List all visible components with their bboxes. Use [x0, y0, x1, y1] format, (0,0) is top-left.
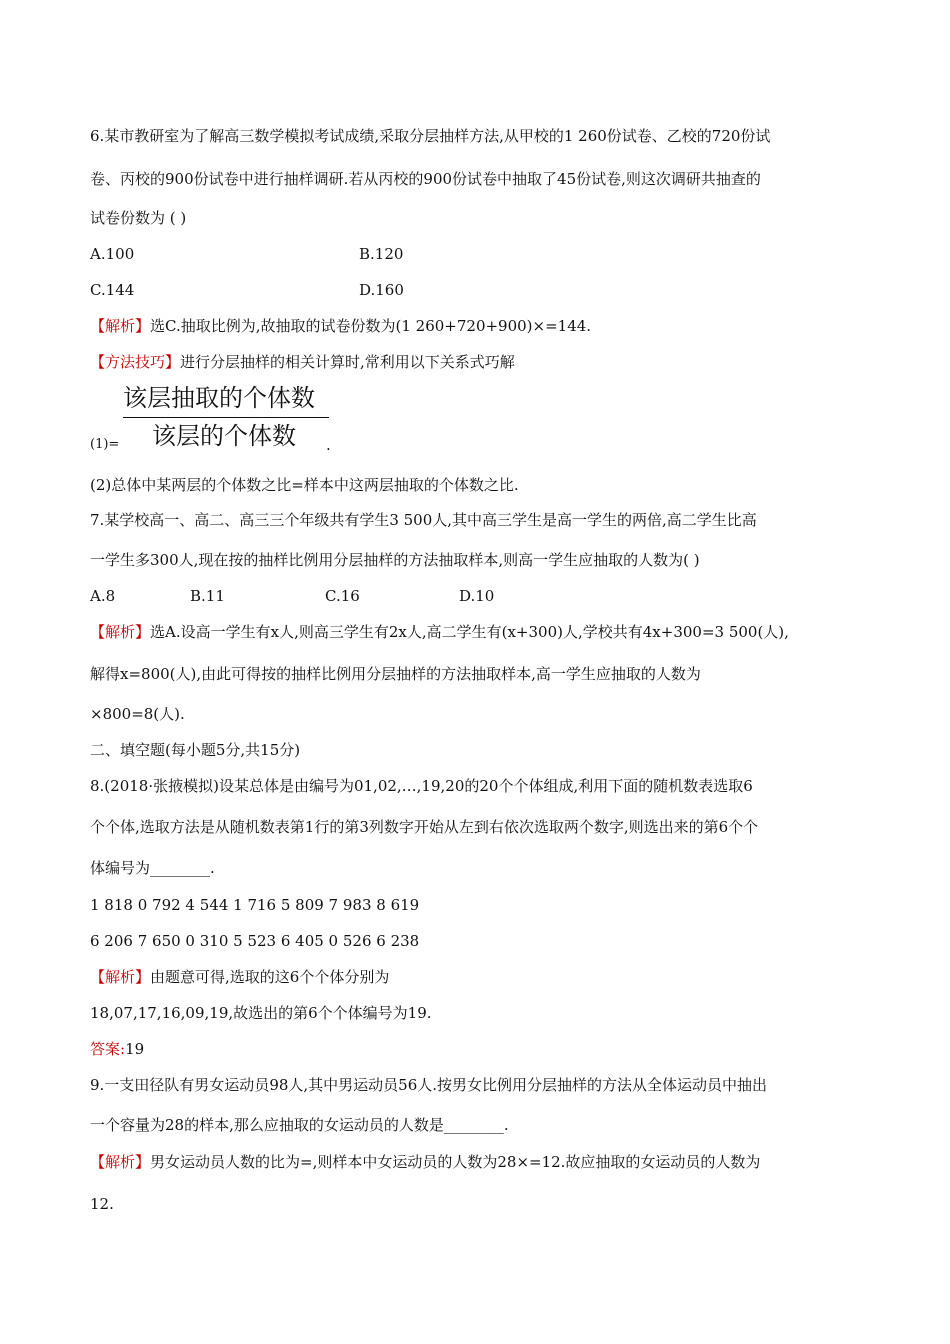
q6-stem-line-1: 6.某市教研室为了解高三数学模拟考试成绩,采取分层抽样方法,从甲校的1 260份试卷、乙校的720份试 — [90, 127, 771, 145]
q6-analysis-text: 选C.抽取比例为,故抽取的试卷份数为(1 260+720+900)×=144. — [150, 317, 592, 335]
q7-analysis-line-2: 解得x=800(人),由此可得按的抽样比例用分层抽样的方法抽取样本,高一学生应抽取的人数为 — [90, 665, 701, 683]
section-fill-in-title: 二、填空题(每小题5分,共15分) — [90, 741, 301, 759]
q7-stem-line-2: 一学生多300人,现在按的抽样比例用分层抽样的方法抽取样本,则高一学生应抽取的人数为( ) — [90, 551, 700, 569]
q6-stem-line-3: 试卷份数为 ( ) — [90, 209, 187, 227]
q6-analysis — [90, 317, 591, 335]
q6-option-c: C.144 — [90, 281, 135, 299]
formula-suffix: . — [326, 436, 331, 454]
formula-fraction-bar — [123, 417, 329, 418]
q8-analysis-tag: 【解析】 — [90, 968, 151, 986]
q8-analysis-line-1 — [90, 968, 389, 986]
q9-analysis-text-1: 男女运动员人数的比为=,则样本中女运动员的人数为28×=12.故应抽取的女运动员的人数为 — [150, 1153, 761, 1171]
q6-stem-line-2: 卷、丙校的900份试卷中进行抽样调研.若从丙校的900份试卷中抽取了45份试卷,则这次调研共抽查的 — [90, 170, 761, 188]
q7-option-d: D.10 — [459, 587, 495, 605]
q8-stem-line-2: 个个体,选取方法是从随机数表第1行的第3列数字开始从左到右依次选取两个数字,则选出来的第6个个 — [90, 818, 759, 836]
q6-option-a: A.100 — [90, 245, 135, 263]
q8-analysis-line-2: 18,07,17,16,09,19,故选出的第6个个体编号为19. — [90, 1004, 432, 1022]
q8-analysis-text-1: 由题意可得,选取的这6个个体分别为 — [150, 968, 390, 986]
q9-stem-line-2: 一个容量为28的样本,那么应抽取的女运动员的人数是________. — [90, 1116, 509, 1134]
q6-option-d: D.160 — [359, 281, 404, 299]
q8-answer-label: 答案: — [90, 1040, 126, 1058]
q7-analysis-tag: 【解析】 — [90, 623, 151, 641]
q6-analysis-tag: 【解析】 — [90, 317, 151, 335]
q6-option-b: B.120 — [359, 245, 404, 263]
q8-answer — [90, 1040, 144, 1058]
q8-stem-line-1: 8.(2018·张掖模拟)设某总体是由编号为01,02,…,19,20的20个个体组成,利用下面的随机数表选取6 — [90, 777, 753, 795]
q9-stem-line-1: 9.一支田径队有男女运动员98人,其中男运动员56人.按男女比例用分层抽样的方法从全体运动员中抽出 — [90, 1076, 768, 1094]
q9-analysis-line-1 — [90, 1153, 760, 1171]
formula-denominator: 该层的个体数 — [152, 422, 296, 450]
q7-option-a: A.8 — [90, 587, 116, 605]
q6-tip-tag: 【方法技巧】 — [90, 353, 181, 371]
q6-tip-2: (2)总体中某两层的个体数之比=样本中这两层抽取的个体数之比. — [90, 476, 519, 494]
formula-prefix: (1)= — [90, 437, 120, 452]
q9-analysis-tag: 【解析】 — [90, 1153, 151, 1171]
q7-stem-line-1: 7.某学校高一、高二、高三三个年级共有学生3 500人,其中高三学生是高一学生的两倍,高二学生比高 — [90, 511, 757, 529]
q8-stem-line-3: 体编号为________. — [90, 859, 215, 877]
q7-analysis-line-3: ×800=8(人). — [90, 705, 185, 723]
q9-analysis-line-2: 12. — [90, 1195, 114, 1213]
formula-numerator: 该层抽取的个体数 — [123, 384, 315, 412]
q7-option-b: B.11 — [190, 587, 225, 605]
q8-answer-value: 19 — [125, 1040, 145, 1058]
q7-analysis-line-1 — [90, 623, 789, 641]
q7-option-c: C.16 — [325, 587, 360, 605]
q6-method-tip — [90, 353, 515, 371]
random-number-row-1: 1 818 0 792 4 544 1 716 5 809 7 983 8 619 — [90, 896, 420, 914]
random-number-row-2: 6 206 7 650 0 310 5 523 6 405 0 526 6 238 — [90, 932, 420, 950]
q6-tip-text: 进行分层抽样的相关计算时,常利用以下关系式巧解 — [180, 353, 515, 371]
q7-analysis-text-1: 选A.设高一学生有x人,则高三学生有2x人,高二学生有(x+300)人,学校共有4x+300=3 500(人), — [150, 623, 789, 641]
